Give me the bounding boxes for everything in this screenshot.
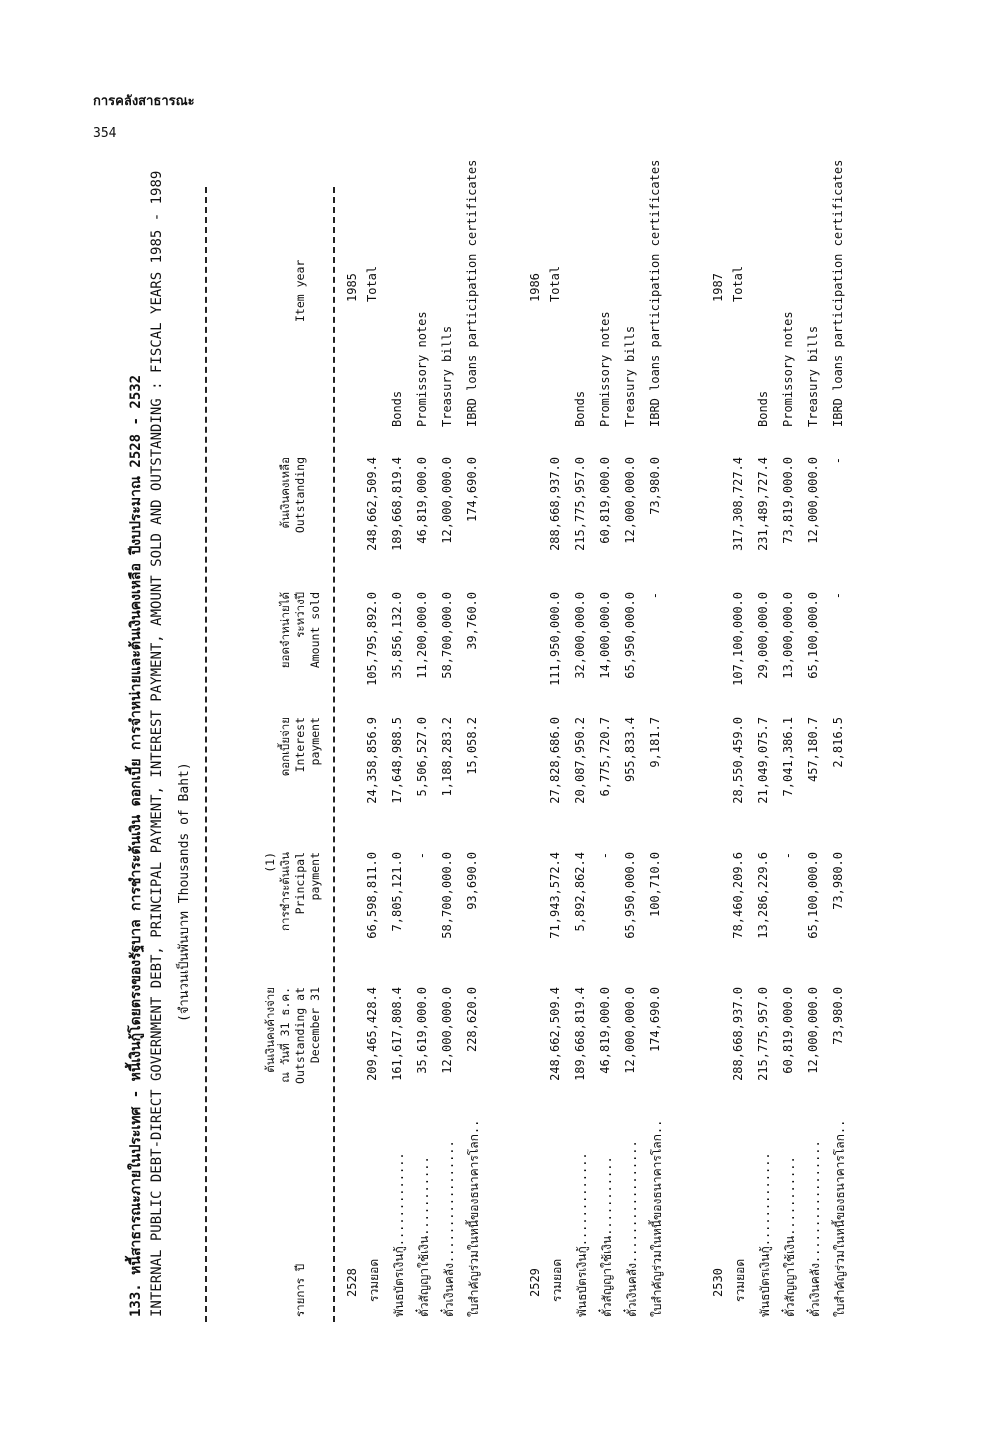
- cell-principal: 65,950,000.0: [623, 852, 637, 939]
- cell-amount-sold: -: [648, 592, 662, 600]
- cell-interest: 15,058.2: [465, 717, 479, 775]
- cell-outstanding: 215,775,957.0: [573, 457, 587, 551]
- cell-principal: 73,980.0: [831, 852, 845, 910]
- cell-amount-sold: -: [831, 592, 845, 600]
- row-label-th: พันธบัตรเงินกู้.............: [392, 1152, 406, 1317]
- cell-amount-sold: 107,100,000.0: [731, 592, 745, 686]
- cell-interest: 955,833.4: [623, 717, 637, 783]
- row-label-th: พันธบัตรเงินกู้.............: [758, 1152, 772, 1317]
- cell-outstanding: 248,662,509.4: [365, 457, 379, 551]
- cell-outstanding-at: 161,617,808.4: [390, 987, 404, 1081]
- cell-outstanding: 73,819,000.0: [781, 457, 795, 544]
- header-col-outstanding-at: ต้นเงินคงค้างจ่าย ณ วันที่ 31 ธ.ค. Outstanding at December 31: [263, 987, 322, 1084]
- cell-outstanding: 174,690.0: [465, 457, 479, 523]
- row-label-en: Total: [365, 265, 379, 302]
- table-row: [623, 167, 643, 1342]
- year-row: [528, 167, 548, 1342]
- header-top-rule: [205, 187, 207, 1322]
- row-label-th: ตั๋วสัญญาใช้เงิน...........: [783, 1156, 797, 1317]
- cell-outstanding: 73,980.0: [648, 457, 662, 515]
- cell-principal: 66,598,811.0: [365, 852, 379, 939]
- header-bottom-rule: [333, 187, 335, 1322]
- cell-outstanding-at: 248,662,509.4: [548, 987, 562, 1081]
- row-label-en: Bonds: [756, 390, 770, 427]
- row-label-en: Promissory notes: [598, 311, 612, 427]
- year-group: [528, 159, 711, 1342]
- row-label-th: รวมยอด: [550, 1258, 564, 1302]
- cell-amount-sold: 111,950,000.0: [548, 592, 562, 686]
- cell-outstanding-at: 73,980.0: [831, 987, 845, 1045]
- cell-principal: 65,100,000.0: [806, 852, 820, 939]
- row-label-th: ตั๋วเงินคลัง.................: [625, 1140, 639, 1317]
- row-label-en: Treasury bills: [806, 325, 820, 427]
- cell-interest: 5,506,527.0: [415, 717, 429, 797]
- cell-outstanding-at: 209,465,428.4: [365, 987, 379, 1081]
- row-label-en: IBRD loans participation certificates: [465, 159, 479, 427]
- page-number: 354: [93, 126, 117, 141]
- running-head-title: การคลังสาธารณะ: [93, 94, 195, 109]
- cell-outstanding-at: 35,619,000.0: [415, 987, 429, 1074]
- row-label-en: Promissory notes: [781, 311, 795, 427]
- cell-principal: 7,805,121.0: [390, 852, 404, 932]
- table-row: [365, 167, 385, 1342]
- cell-outstanding: 12,000,000.0: [623, 457, 637, 544]
- cell-outstanding-at: 12,000,000.0: [440, 987, 454, 1074]
- cell-principal: 58,700,000.0: [440, 852, 454, 939]
- table-row: [548, 167, 568, 1342]
- cell-interest: 1,188,283.2: [440, 717, 454, 797]
- year-group: [711, 159, 894, 1342]
- row-label-en: Treasury bills: [623, 325, 637, 427]
- table-row: [781, 167, 801, 1342]
- year-group: [345, 159, 528, 1342]
- cell-outstanding: 189,668,819.4: [390, 457, 404, 551]
- cell-interest: 9,181.7: [648, 717, 662, 768]
- cell-outstanding-at: 12,000,000.0: [623, 987, 637, 1074]
- cell-outstanding: 231,489,727.4: [756, 457, 770, 551]
- cell-principal: 78,460,209.6: [731, 852, 745, 939]
- cell-outstanding-at: 228,620.0: [465, 987, 479, 1053]
- row-label-en: Total: [548, 265, 562, 302]
- cell-amount-sold: 39,760.0: [465, 592, 479, 650]
- cell-outstanding: 288,668,937.0: [548, 457, 562, 551]
- year-en: 1986: [528, 273, 542, 302]
- cell-principal: -: [598, 852, 612, 860]
- cell-amount-sold: 65,950,000.0: [623, 592, 637, 679]
- cell-amount-sold: 65,100,000.0: [806, 592, 820, 679]
- cell-outstanding: 317,308,727.4: [731, 457, 745, 551]
- cell-principal: 71,943,572.4: [548, 852, 562, 939]
- year-th: 2528: [345, 1268, 359, 1297]
- cell-outstanding: 46,819,000.0: [415, 457, 429, 544]
- row-label-th: ตั๋วเงินคลัง.................: [442, 1140, 456, 1317]
- cell-principal: 93,690.0: [465, 852, 479, 910]
- table-row: [806, 167, 826, 1342]
- row-label-th: ใบสำคัญร่วมในหนี้ของธนาคารโลก..: [467, 1119, 481, 1317]
- header-item-th: รายการ ปี: [293, 1263, 307, 1317]
- cell-outstanding-at: 215,775,957.0: [756, 987, 770, 1081]
- cell-outstanding: -: [831, 457, 845, 465]
- cell-outstanding-at: 189,668,819.4: [573, 987, 587, 1081]
- table-row: [598, 167, 618, 1342]
- row-label-en: IBRD loans participation certificates: [648, 159, 662, 427]
- table-row: [756, 167, 776, 1342]
- row-label-th: ตั๋วเงินคลัง.................: [808, 1140, 822, 1317]
- row-label-en: IBRD loans participation certificates: [831, 159, 845, 427]
- table-body: [345, 159, 894, 1342]
- cell-principal: 13,286,229.6: [756, 852, 770, 939]
- cell-amount-sold: 13,000,000.0: [781, 592, 795, 679]
- table-unit: (จำนวนเป็นพันบาท Thousands of Baht): [177, 762, 192, 1022]
- table-row: [731, 167, 751, 1342]
- cell-interest: 27,828,686.0: [548, 717, 562, 804]
- row-label-th: รวมยอด: [367, 1258, 381, 1302]
- cell-interest: 2,816.5: [831, 717, 845, 768]
- row-label-en: Promissory notes: [415, 311, 429, 427]
- row-label-en: Total: [731, 265, 745, 302]
- header-col-outstanding: ต้นเงินคงเหลือ Outstanding: [278, 457, 307, 534]
- row-label-en: Bonds: [390, 390, 404, 427]
- year-en: 1987: [711, 273, 725, 302]
- row-label-th: ตั๋วสัญญาใช้เงิน...........: [600, 1156, 614, 1317]
- row-label-th: ตั๋วสัญญาใช้เงิน...........: [417, 1156, 431, 1317]
- cell-outstanding-at: 174,690.0: [648, 987, 662, 1053]
- cell-outstanding-at: 12,000,000.0: [806, 987, 820, 1074]
- rotated-table: [125, 159, 905, 1342]
- table-row: [440, 167, 460, 1342]
- cell-interest: 24,358,856.9: [365, 717, 379, 804]
- table-row: [648, 159, 668, 1342]
- year-th: 2529: [528, 1268, 542, 1297]
- cell-outstanding: 12,000,000.0: [440, 457, 454, 544]
- header-col-amount-sold: ยอดจำหน่ายได้ ระหว่างปี Amount sold: [278, 592, 322, 669]
- row-label-th: ใบสำคัญร่วมในหนี้ของธนาคารโลก..: [833, 1119, 847, 1317]
- cell-amount-sold: 14,000,000.0: [598, 592, 612, 679]
- cell-outstanding: 60,819,000.0: [598, 457, 612, 544]
- cell-principal: -: [415, 852, 429, 860]
- cell-interest: 7,041,386.1: [781, 717, 795, 797]
- row-label-en: Treasury bills: [440, 325, 454, 427]
- row-label-th: รวมยอด: [733, 1258, 747, 1302]
- cell-outstanding-at: 46,819,000.0: [598, 987, 612, 1074]
- cell-interest: 17,648,988.5: [390, 717, 404, 804]
- row-label-th: พันธบัตรเงินกู้.............: [575, 1152, 589, 1317]
- year-th: 2530: [711, 1268, 725, 1297]
- cell-amount-sold: 105,795,892.0: [365, 592, 379, 686]
- cell-amount-sold: 29,000,000.0: [756, 592, 770, 679]
- cell-principal: 100,710.0: [648, 852, 662, 918]
- cell-outstanding-at: 60,819,000.0: [781, 987, 795, 1074]
- cell-interest: 21,049,075.7: [756, 717, 770, 804]
- header-item-en: Item year: [293, 259, 307, 322]
- cell-amount-sold: 58,700,000.0: [440, 592, 454, 679]
- cell-interest: 20,087,950.2: [573, 717, 587, 804]
- row-label-en: Bonds: [573, 390, 587, 427]
- table-title-th: 133. หนี้สาธารณะภายในประเทศ - หนี้เงินกู้โดยตรงของรัฐบาล การชำระต้นเงิน ดอกเบี้ย การจำหน่ายและต้นเงินคงเหลือ ปีงบประมาณ 2528 - 2532: [128, 374, 144, 1317]
- cell-outstanding: 12,000,000.0: [806, 457, 820, 544]
- cell-principal: 5,892,862.4: [573, 852, 587, 932]
- cell-amount-sold: 11,200,000.0: [415, 592, 429, 679]
- table-title-en: INTERNAL PUBLIC DEBT-DIRECT GOVERNMENT DEBT, PRINCIPAL PAYMENT, INTEREST PAYMENT, AMOUNT SOLD AND OUTSTANDING : FISCAL YEARS 1985 - 1989: [149, 170, 165, 1317]
- cell-interest: 6,775,720.7: [598, 717, 612, 797]
- cell-interest: 457,180.7: [806, 717, 820, 783]
- cell-outstanding-at: 288,668,937.0: [731, 987, 745, 1081]
- header-col-principal: (1) การชำระต้นเงิน Principal payment: [263, 852, 322, 931]
- table-row: [415, 167, 435, 1342]
- year-row: [711, 167, 731, 1342]
- year-row: [345, 167, 365, 1342]
- table-row: [573, 167, 593, 1342]
- row-label-th: ใบสำคัญร่วมในหนี้ของธนาคารโลก..: [650, 1119, 664, 1317]
- cell-interest: 28,550,459.0: [731, 717, 745, 804]
- table-row: [390, 167, 410, 1342]
- table-row: [465, 159, 485, 1342]
- cell-amount-sold: 32,000,000.0: [573, 592, 587, 679]
- header-col-interest: ดอกเบี้ยจ่าย Interest payment: [278, 717, 322, 777]
- table-row: [831, 159, 851, 1342]
- cell-amount-sold: 35,856,132.0: [390, 592, 404, 679]
- cell-principal: -: [781, 852, 795, 860]
- year-en: 1985: [345, 273, 359, 302]
